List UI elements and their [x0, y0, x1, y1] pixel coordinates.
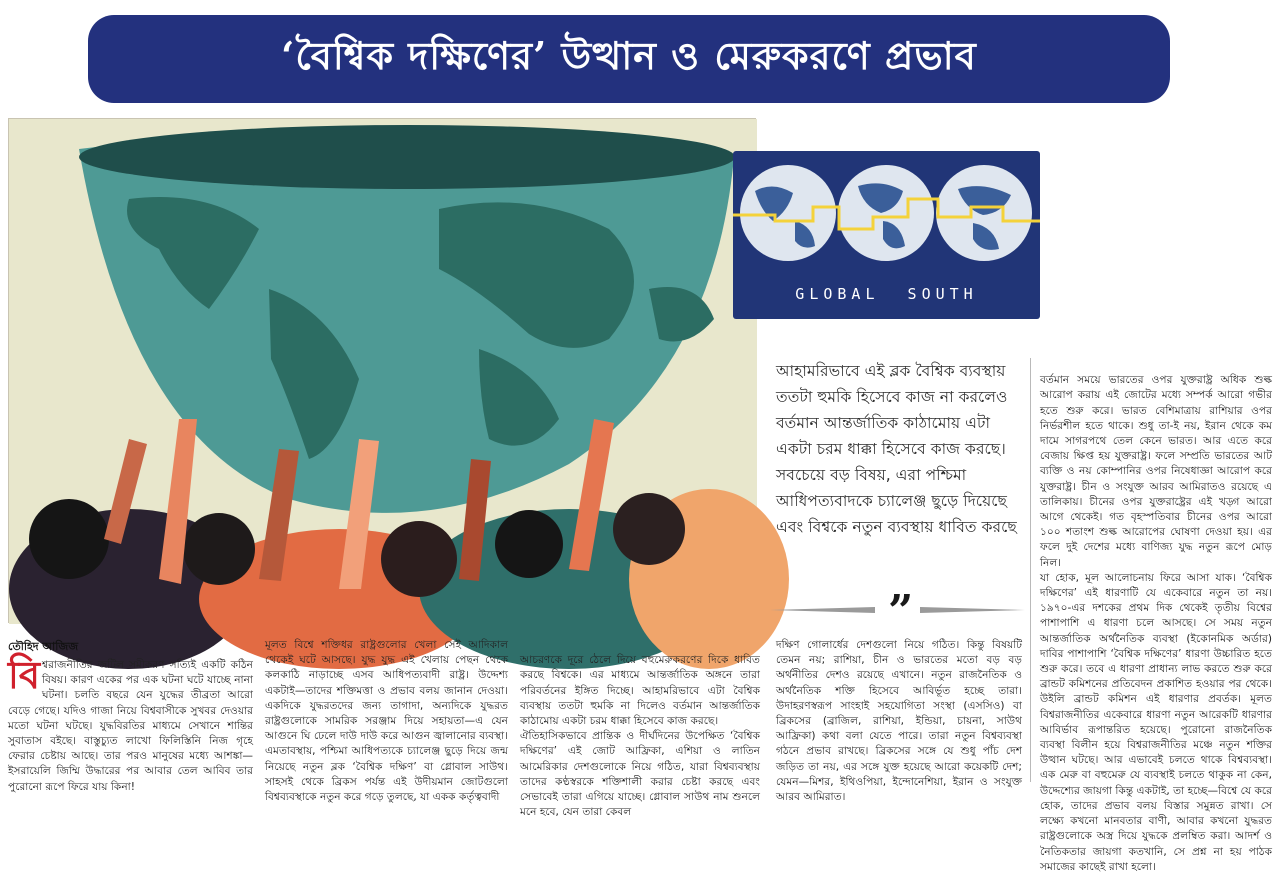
- column-5-text: বর্তমান সময়ে ভারতের ওপর যুক্তরাষ্ট্র অধিক শুল্ক আরোপ করায় এই জোটের মধ্যে সম্পর্ক আরো গভীর হতে শুরু করে। ভারত বেশিমাত্রায় রাশিয়ার ওপর নির্ভরশীল হতে থাকে। শুধু তা-ই নয়, ইরান থেকে কম দামে সাগরপথে তেল কেনে ভারত। আর এতে করে বেজায় ক্ষিপ্ত হয় যুক্তরাষ্ট্র। ফলে সম্প্রতি ভারতের আট ব্যক্তি ও নয় কোম্পানির ওপর নিষেধাজ্ঞা আরোপ করে যুক্তরাষ্ট্র। চীন ও সংযুক্ত আরব আমিরাতও রয়েছে এ তালিকায়। চীনের ওপর যুক্তরাষ্ট্রের এই খড়্গ আরো আগে থেকেই। গত বৃহস্পতিবার চীনের ওপর আরো ১০০ শতাংশ শুল্ক আরোপের ঘোষণা দেওয়া হয়। এর ফলে দুই দেশের মধ্যে বাণিজ্য যুদ্ধ নতুন রূপে মোড় নিল। যা হোক, মূল আলোচনায় ফিরে আসা যাক। ‘বৈশ্বিক দক্ষিণের’ এই ধারণাটি যে একেবারে নতুন তা নয়। ১৯৭০-এর দশকের প্রথম দিক থেকেই তৃতীয় বিশ্বের পাশাপাশি এ ধারণা চলে আসছে। সে সময় নতুন আন্তর্জাতিক অর্থনৈতিক ব্যবস্থা (ইকোনমিক অর্ডার) দাবির পাশাপাশি ‘বৈশ্বিক দক্ষিণের’ ধারণা উচ্চারিত হতে শুরু করে। তবে এ ধারণা প্রাধান্য লাভ করতে শুরু করে ব্রান্ডট কমিশনের প্রতিবেদন প্রকাশিত হওয়ার পর থেকে। উইলি ব্রান্ডট কমিশন এই ধারণার প্রবর্তক। মূলত বিশ্বরাজনীতির একেবারে ধারণা নতুন আরেকটি ধারণার আবির্ভাব রূপান্তরিত হয়েছে। পুরোনো রাজনৈতিক ব্যবস্থা বিলীন হয়ে বিশ্বরাজনীতির মঞ্চে নতুন শক্তির উত্থান ঘটছে। আর এভাবেই চলতে থাকে বিশ্বব্যবস্থা। এক মেরু বা বহুমেরু যে ব্যবস্থাই চলতে থাকুক না কেন, উদ্দেশ্যের জায়গা কিন্তু একটাই, তা হচ্ছে—বিশ্বে যে করে হোক, তাদের প্রভাব বলয় বিস্তার সমুন্নত রাখা। সে লক্ষ্যে কখনো মানবতার বাণী, আবার কখনো যুদ্ধরত রাষ্ট্রগুলোকে অস্ত্র দিয়ে যুদ্ধকে প্রলম্বিত করা। আদর্শ ও নৈতিকতার জায়গা কতখানি, সে প্রশ্ন না হয় পাঠক সমাজের কাছেই রাখা হলো।: [1040, 374, 1272, 873]
- pull-quote: আহামরিভাবে এই ব্লক বৈশ্বিক ব্যবস্থায় ততটা হুমকি হিসেবে কাজ না করলেও বর্তমান আন্তর্জাতিক কাঠামোয় এটা একটা চরম ধাক্কা হিসেবে কাজ করছে। সবচেয়ে বড় বিষয়, এরা পশ্চিমা আধিপত্যবাদকে চ্যালেঞ্জ ছুড়ে দিয়েছে এবং বিশ্বকে নতুন ব্যবস্থায় ধাবিত করছে: [776, 362, 1017, 536]
- column-2-text: মূলত বিশ্বে শক্তিধর রাষ্ট্রগুলোর খেলা সেই আদিকাল থেকেই ঘটে আসছে। যুদ্ধ যুদ্ধ এই খেলায় পেছন থেকে কলকাঠি নাড়াচ্ছে এসব আধিপত্যবাদী রাষ্ট্র। উদ্দেশ্য একটাই—তাদের শক্তিমত্তা ও প্রভাব বলয় জানান দেওয়া। একদিকে যুদ্ধরতদের জন্য তাগাদা, অন্যদিকে যুদ্ধরত রাষ্ট্রগুলোকে সামরিক সরঞ্জাম দিয়ে সহায়তা—এ যেন আগুনে ঘি ঢেলে দাউ দাউ করে আগুন জ্বালানোর ব্যবস্থা। এমতাবস্থায়, পশ্চিমা আধিপত্যকে চ্যালেঞ্জ ছুড়ে দিয়ে জন্ম নিয়েছে নতুন ব্লক ‘বৈশ্বিক দক্ষিণ’ বা গ্লোবাল সাউথ। সাহসই থেকে ব্রিকস পর্যন্ত এই উদীয়মান জোটগুলো বিশ্বব্যবস্থাকে নতুন করে গড়ে তুলছে, যা একক কর্তৃত্ববাদী: [265, 639, 508, 804]
- main-illustration: [8, 118, 756, 623]
- article-column-1: [8, 652, 253, 793]
- column-1-text: শ্বরাজনীতির জটিল সমীকরণ সত্যিই একটি কঠিন বিষয়। কারণ একের পর এক ঘটনা ঘটে যাচ্ছে নানা ঘটনা। চলতি বছরে যেন যুদ্ধের তীব্রতা আরো বেড়ে গেছে। যদিও গাজা নিয়ে বিশ্ববাসীকে সুখবর দেওয়ার মতো ঘটনা ঘটছে। যুদ্ধবিরতির মাধ্যমে সেখানে শান্তির সুবাতাস বইছে। বাস্তুচ্যুত লাখো ফিলিস্তিনি নিজ গৃহে ফেরার চেষ্টায় আছে। তার পরও মানুষের মধ্যে আশঙ্কা—ইসরায়েলি জিম্মি উদ্ধারের পর আবার তেল আবিব তার পুরোনো রূপে ফিরে যায় কিনা!: [8, 659, 253, 793]
- dropcap: বি: [8, 652, 41, 697]
- logo-text: GLOBAL SOUTH: [795, 285, 978, 303]
- article-column-3: [520, 638, 760, 819]
- column-4-text: দক্ষিণ গোলার্ধের দেশগুলো নিয়ে গঠিত। কিন্তু বিষয়টি তেমন নয়; রাশিয়া, চীন ও ভারতের মতো বড় বড় অর্থনীতির দেশও রয়েছে এখানে। নতুন রাজনৈতিক ও অর্থনৈতিক শক্তি হিসেবে আবির্ভূত হচ্ছে তারা। উদাহরণস্বরূপ সাংহাই সহযোগিতা সংস্থা (এসসিও) বা ব্রিকসের (ব্রাজিল, রাশিয়া, ইন্ডিয়া, চায়না, সাউথ আফ্রিকা) কথা বলা যেতে পারে। তারা নতুন বিশ্বব্যবস্থা গঠনে প্রভাব রাখছে। ব্রিকসের সঙ্গে যে শুধু পাঁচ দেশ জড়িত তা নয়, এর সঙ্গে যুক্ত হয়েছে আরো কয়েকটি দেশ; যেমন—মিশর, ইথিওপিয়া, ইন্দোনেশিয়া, ইরান ও সংযুক্ত আরব আমিরাত।: [776, 639, 1022, 804]
- article-column-4: [776, 638, 1022, 804]
- headline: ‘বৈশ্বিক দক্ষিণের’ উত্থান ও মেরুকরণে প্রভাব: [281, 33, 977, 78]
- column-3-text: আচরণকে দূরে ঠেলে দিয়ে বহুমেরুকরণের দিকে ধাবিত করছে বিশ্বকে। এর মাধ্যমে আন্তর্জাতিক অঙ্গনে তারা পরিবর্তনের ইঙ্গিত দিচ্ছে। আহামরিভাবে এটা বৈশ্বিক ব্যবস্থায় ততটা হুমকি না দিলেও বর্তমান আন্তর্জাতিক কাঠামোয় একটা চরম ধাক্কা হিসেবে কাজ করছে। ঐতিহাসিকভাবে প্রান্তিক ও দীর্ঘদিনের উপেক্ষিত ‘বৈশ্বিক দক্ষিণের’ এই জোট আফ্রিকা, এশিয়া ও লাতিন আমেরিকার দেশগুলোকে নিয়ে গঠিত, যারা বিশ্বব্যবস্থায় তাদের কণ্ঠস্বরকে শক্তিশালী করার চেষ্টা করছে এবং সেভাবেই তারা এগিয়ে যাচ্ছে। গ্লোবাল সাউথ নাম শুনলে মনে হবে, যেন তারা কেবল: [520, 654, 760, 819]
- byline: তৌহিদ আজিজ: [8, 640, 79, 653]
- column-divider: [1030, 358, 1031, 782]
- article-column-2: [265, 638, 508, 804]
- headline-banner: [88, 15, 1170, 103]
- quote-mark-icon: ”: [888, 586, 914, 637]
- article-column-5: [1040, 358, 1272, 873]
- global-south-logo: [733, 151, 1040, 319]
